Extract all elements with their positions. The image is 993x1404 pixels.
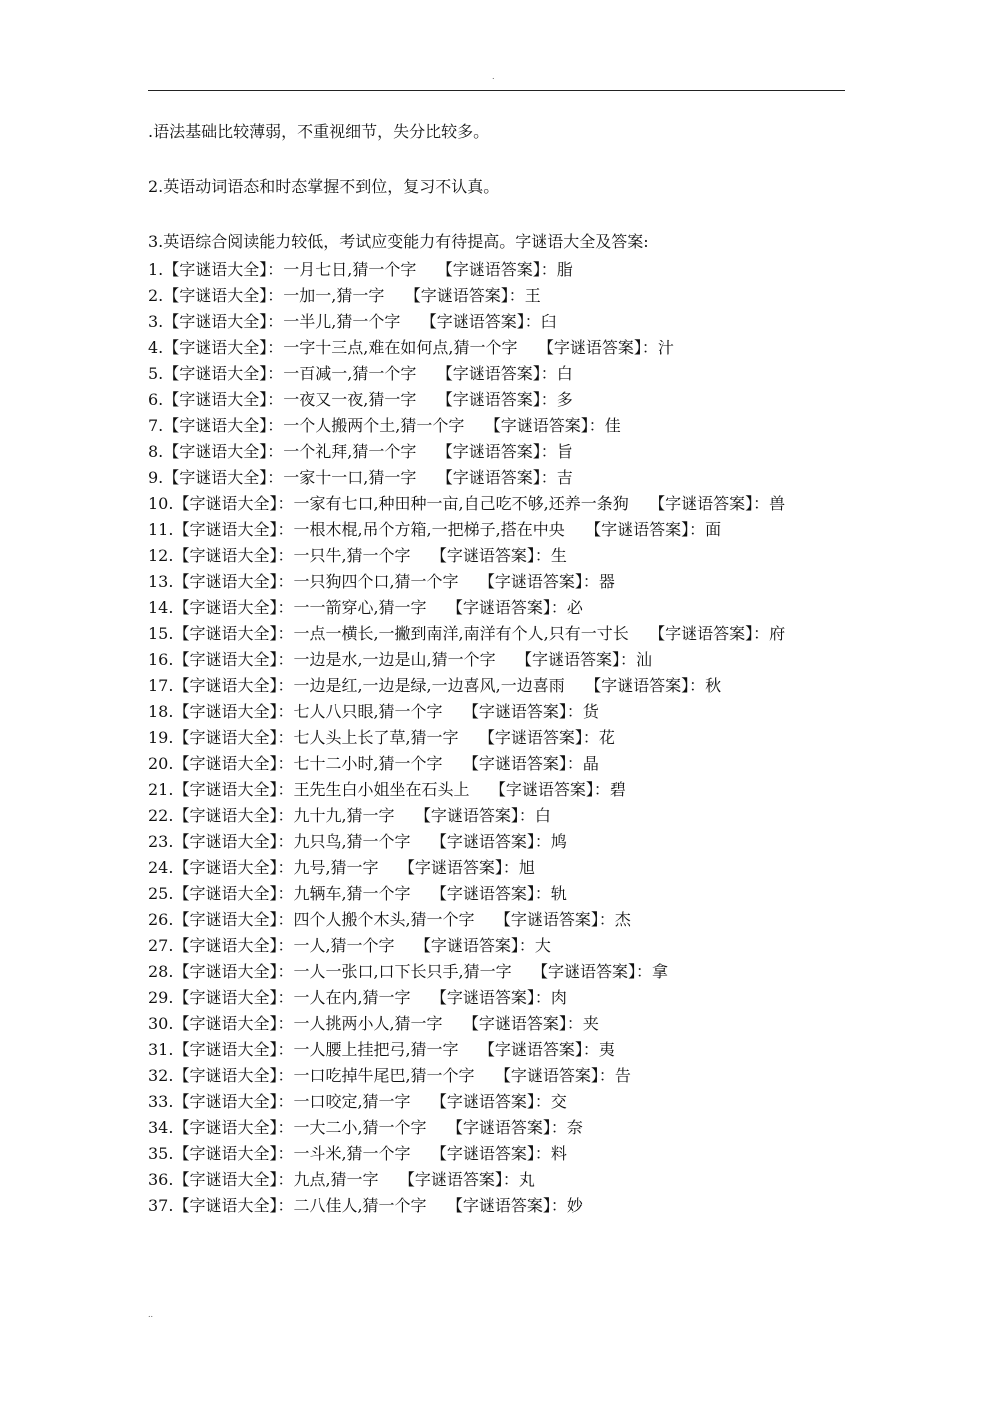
question-label: 【字谜语大全】：: [173, 1092, 294, 1111]
riddle-answer: 臼: [540, 312, 557, 331]
riddle-answer: 王: [524, 286, 541, 305]
list-item: [148, 725, 845, 751]
answer-label: 【字谜语答案】：: [478, 572, 599, 591]
spacer: [395, 936, 415, 955]
question-label: 【字谜语大全】：: [173, 780, 294, 799]
riddle-number: 16.: [148, 650, 174, 669]
answer-label: 【字谜语答案】：: [430, 832, 551, 851]
list-item: [148, 569, 845, 595]
list-item: [148, 361, 845, 387]
riddle-question: 一根木棍,吊个方箱,一把梯子,搭在中央: [293, 520, 565, 539]
question-label: 【字谜语大全】：: [173, 702, 294, 721]
spacer: [411, 1092, 431, 1111]
answer-label: 【字谜语答案】：: [489, 780, 610, 799]
list-item: [148, 673, 845, 699]
riddle-answer: 面: [705, 520, 722, 539]
list-item: [148, 465, 845, 491]
list-item: [148, 1167, 845, 1193]
riddle-number: 19.: [148, 728, 174, 747]
spacer: [411, 546, 431, 565]
riddle-number: 2.: [148, 286, 164, 305]
question-label: 【字谜语大全】：: [173, 1170, 294, 1189]
spacer: [379, 1170, 399, 1189]
riddle-answer: 花: [598, 728, 615, 747]
riddle-question: 一人腰上挂把弓,猜一字: [293, 1040, 459, 1059]
riddle-number: 12.: [148, 546, 174, 565]
list-item: [148, 933, 845, 959]
riddle-answer: 杰: [614, 910, 631, 929]
question-label: 【字谜语大全】：: [173, 728, 294, 747]
riddle-answer: 轨: [550, 884, 567, 903]
riddle-number: 23.: [148, 832, 174, 851]
spacer: [565, 676, 585, 695]
answer-label: 【字谜语答案】：: [585, 676, 706, 695]
question-label: 【字谜语大全】：: [173, 494, 294, 513]
footer-mark: ..: [148, 1310, 154, 1319]
riddle-question: 一个人搬两个土,猜一个字: [283, 416, 465, 435]
riddle-question: 七人八只眼,猜一个字: [293, 702, 443, 721]
question-label: 【字谜语大全】：: [173, 910, 294, 929]
answer-label: 【字谜语答案】：: [446, 1118, 567, 1137]
riddle-number: 30.: [148, 1014, 174, 1033]
answer-label: 【字谜语答案】：: [398, 1170, 519, 1189]
riddle-number: 37.: [148, 1196, 174, 1215]
riddle-question: 一半儿,猜一个字: [283, 312, 401, 331]
riddle-number: 3.: [148, 312, 164, 331]
question-label: 【字谜语大全】：: [163, 390, 284, 409]
riddle-number: 10.: [148, 494, 174, 513]
riddle-number: 20.: [148, 754, 174, 773]
riddle-question: 一一箭穿心,猜一字: [293, 598, 427, 617]
answer-label: 【字谜语答案】：: [516, 650, 637, 669]
riddle-answer: 货: [582, 702, 599, 721]
question-label: 【字谜语大全】：: [173, 754, 294, 773]
riddle-list: [148, 257, 845, 1219]
spacer: [517, 338, 537, 357]
question-label: 【字谜语大全】：: [173, 546, 294, 565]
spacer: [629, 624, 649, 643]
answer-label: 【字谜语答案】：: [446, 1196, 567, 1215]
riddle-question: 一人,猜一个字: [293, 936, 395, 955]
riddle-question: 一家十一口,猜一字: [283, 468, 417, 487]
question-label: 【字谜语大全】：: [173, 806, 294, 825]
riddle-answer: 府: [769, 624, 786, 643]
riddle-answer: 交: [550, 1092, 567, 1111]
answer-label: 【字谜语答案】：: [478, 728, 599, 747]
spacer: [411, 1144, 431, 1163]
riddle-number: 17.: [148, 676, 174, 695]
intro-line-3: 3.英语综合阅读能力较低，考试应变能力有待提高。字谜语大全及答案:: [148, 232, 649, 251]
list-item: [148, 387, 845, 413]
answer-label: 【字谜语答案】：: [649, 624, 770, 643]
answer-label: 【字谜语答案】：: [436, 468, 557, 487]
answer-label: 【字谜语答案】：: [436, 260, 557, 279]
riddle-answer: 脂: [556, 260, 573, 279]
spacer: [443, 1014, 463, 1033]
riddle-question: 一斗米,猜一个字: [293, 1144, 411, 1163]
answer-label: 【字谜语答案】：: [430, 1092, 551, 1111]
list-item: [148, 985, 845, 1011]
riddle-answer: 兽: [769, 494, 786, 513]
list-item: [148, 855, 845, 881]
spacer: [512, 962, 532, 981]
riddle-question: 一边是红,一边是绿,一边喜风,一边喜雨: [293, 676, 565, 695]
list-item: [148, 829, 845, 855]
answer-label: 【字谜语答案】：: [478, 1040, 599, 1059]
list-item: [148, 907, 845, 933]
spacer: [459, 572, 479, 591]
riddle-question: 一口吃掉牛尾巴,猜一个字: [293, 1066, 475, 1085]
spacer: [459, 728, 479, 747]
spacer: [411, 988, 431, 1007]
answer-label: 【字谜语答案】：: [414, 806, 535, 825]
spacer: [496, 650, 516, 669]
question-label: 【字谜语大全】：: [163, 338, 284, 357]
riddle-answer: 料: [550, 1144, 567, 1163]
riddle-question: 七十二小时,猜一个字: [293, 754, 443, 773]
riddle-number: 28.: [148, 962, 174, 981]
list-item: [148, 699, 845, 725]
list-item: [148, 1063, 845, 1089]
riddle-question: 一字十三点,难在如何点,猜一个字: [283, 338, 518, 357]
answer-label: 【字谜语答案】：: [494, 910, 615, 929]
spacer: [427, 598, 447, 617]
riddle-question: 一人挑两小人,猜一字: [293, 1014, 443, 1033]
riddle-number: 29.: [148, 988, 174, 1007]
riddle-answer: 旭: [518, 858, 535, 877]
question-label: 【字谜语大全】：: [173, 858, 294, 877]
spacer: [416, 390, 436, 409]
spacer: [416, 468, 436, 487]
list-item: [148, 1011, 845, 1037]
riddle-number: 24.: [148, 858, 174, 877]
list-item: [148, 1037, 845, 1063]
spacer: [395, 806, 415, 825]
riddle-answer: 白: [556, 364, 573, 383]
riddle-answer: 拿: [652, 962, 669, 981]
answer-label: 【字谜语答案】：: [446, 598, 567, 617]
answer-label: 【字谜语答案】：: [462, 702, 583, 721]
riddle-question: 一口咬定,猜一字: [293, 1092, 411, 1111]
riddle-number: 14.: [148, 598, 174, 617]
question-label: 【字谜语大全】：: [173, 520, 294, 539]
riddle-number: 21.: [148, 780, 174, 799]
spacer: [384, 286, 404, 305]
spacer: [565, 520, 585, 539]
riddle-answer: 白: [534, 806, 551, 825]
question-label: 【字谜语大全】：: [173, 1040, 294, 1059]
riddle-answer: 告: [614, 1066, 631, 1085]
riddle-answer: 旨: [556, 442, 573, 461]
list-item: [148, 647, 845, 673]
spacer: [469, 780, 489, 799]
list-item: [148, 803, 845, 829]
riddle-number: 13.: [148, 572, 174, 591]
riddle-answer: 秋: [705, 676, 722, 695]
question-label: 【字谜语大全】：: [163, 364, 284, 383]
riddle-question: 一夜又一夜,猜一字: [283, 390, 417, 409]
header-rule: [148, 90, 845, 91]
answer-label: 【字谜语答案】：: [494, 1066, 615, 1085]
riddle-answer: 佳: [604, 416, 621, 435]
question-label: 【字谜语大全】：: [173, 962, 294, 981]
riddle-answer: 吉: [556, 468, 573, 487]
list-item: [148, 439, 845, 465]
answer-label: 【字谜语答案】：: [414, 936, 535, 955]
list-item: [148, 309, 845, 335]
riddle-answer: 丸: [518, 1170, 535, 1189]
spacer: [459, 1040, 479, 1059]
intro-line-1: .语法基础比较薄弱，不重视细节，失分比较多。: [148, 122, 490, 141]
riddle-question: 二八佳人,猜一个字: [293, 1196, 427, 1215]
spacer: [475, 1066, 495, 1085]
answer-label: 【字谜语答案】：: [436, 390, 557, 409]
list-item: [148, 1089, 845, 1115]
list-item: [148, 543, 845, 569]
list-item: [148, 1141, 845, 1167]
list-item: [148, 881, 845, 907]
spacer: [629, 494, 649, 513]
riddle-answer: 肉: [550, 988, 567, 1007]
riddle-number: 26.: [148, 910, 174, 929]
question-label: 【字谜语大全】：: [173, 936, 294, 955]
riddle-answer: 生: [550, 546, 567, 565]
spacer: [379, 858, 399, 877]
answer-label: 【字谜语答案】：: [436, 442, 557, 461]
riddle-number: 7.: [148, 416, 164, 435]
answer-label: 【字谜语答案】：: [420, 312, 541, 331]
riddle-number: 34.: [148, 1118, 174, 1137]
answer-label: 【字谜语答案】：: [484, 416, 605, 435]
spacer: [416, 442, 436, 461]
spacer: [464, 416, 484, 435]
answer-label: 【字谜语答案】：: [436, 364, 557, 383]
riddle-answer: 汕: [636, 650, 653, 669]
riddle-answer: 奈: [566, 1118, 583, 1137]
question-label: 【字谜语大全】：: [173, 1196, 294, 1215]
spacer: [427, 1118, 447, 1137]
riddle-number: 27.: [148, 936, 174, 955]
riddle-number: 6.: [148, 390, 164, 409]
riddle-question: 四个人搬个木头,猜一个字: [293, 910, 475, 929]
answer-label: 【字谜语答案】：: [430, 1144, 551, 1163]
riddle-number: 36.: [148, 1170, 174, 1189]
question-label: 【字谜语大全】：: [173, 624, 294, 643]
spacer: [400, 312, 420, 331]
list-item: [148, 413, 845, 439]
riddle-question: 一点一横长,一撇到南洋,南洋有个人,只有一寸长: [293, 624, 629, 643]
question-label: 【字谜语大全】：: [173, 1014, 294, 1033]
header-mark: .: [492, 72, 495, 81]
list-item: [148, 335, 845, 361]
question-label: 【字谜语大全】：: [173, 988, 294, 1007]
riddle-answer: 汁: [657, 338, 674, 357]
question-label: 【字谜语大全】：: [173, 832, 294, 851]
riddle-number: 25.: [148, 884, 174, 903]
list-item: [148, 777, 845, 803]
riddle-question: 九只鸟,猜一个字: [293, 832, 411, 851]
riddle-answer: 鸠: [550, 832, 567, 851]
riddle-number: 1.: [148, 260, 164, 279]
riddle-question: 一百减一,猜一个字: [283, 364, 417, 383]
riddle-number: 9.: [148, 468, 164, 487]
question-label: 【字谜语大全】：: [173, 884, 294, 903]
list-item: [148, 959, 845, 985]
list-item: [148, 283, 845, 309]
list-item: [148, 491, 845, 517]
riddle-question: 九点,猜一字: [293, 1170, 379, 1189]
list-item: [148, 621, 845, 647]
riddle-answer: 多: [556, 390, 573, 409]
riddle-question: 一只牛,猜一个字: [293, 546, 411, 565]
answer-label: 【字谜语答案】：: [430, 884, 551, 903]
riddle-question: 七人头上长了草,猜一字: [293, 728, 459, 747]
riddle-answer: 夷: [598, 1040, 615, 1059]
answer-label: 【字谜语答案】：: [404, 286, 525, 305]
riddle-number: 32.: [148, 1066, 174, 1085]
riddle-number: 18.: [148, 702, 174, 721]
list-item: [148, 257, 845, 283]
answer-label: 【字谜语答案】：: [537, 338, 658, 357]
question-label: 【字谜语大全】：: [173, 1066, 294, 1085]
riddle-question: 一边是水,一边是山,猜一个字: [293, 650, 496, 669]
riddle-answer: 晶: [582, 754, 599, 773]
riddle-number: 5.: [148, 364, 164, 383]
question-label: 【字谜语大全】：: [173, 572, 294, 591]
question-label: 【字谜语大全】：: [163, 468, 284, 487]
riddle-number: 4.: [148, 338, 164, 357]
answer-label: 【字谜语答案】：: [462, 1014, 583, 1033]
riddle-question: 一月七日,猜一个字: [283, 260, 417, 279]
question-label: 【字谜语大全】：: [173, 1144, 294, 1163]
spacer: [443, 754, 463, 773]
riddle-answer: 器: [598, 572, 615, 591]
intro-line-2: 2.英语动词语态和时态掌握不到位，复习不认真。: [148, 177, 500, 196]
question-label: 【字谜语大全】：: [163, 260, 284, 279]
riddle-number: 8.: [148, 442, 164, 461]
riddle-question: 一只狗四个口,猜一个字: [293, 572, 459, 591]
spacer: [443, 702, 463, 721]
riddle-question: 一家有七口,种田种一亩,自己吃不够,还养一条狗: [293, 494, 629, 513]
spacer: [475, 910, 495, 929]
riddle-answer: 大: [534, 936, 551, 955]
riddle-question: 一加一,猜一字: [283, 286, 385, 305]
riddle-question: 九辆车,猜一个字: [293, 884, 411, 903]
riddle-question: 一大二小,猜一个字: [293, 1118, 427, 1137]
answer-label: 【字谜语答案】：: [649, 494, 770, 513]
riddle-question: 九十九,猜一字: [293, 806, 395, 825]
question-label: 【字谜语大全】：: [173, 1118, 294, 1137]
spacer: [416, 364, 436, 383]
riddle-question: 王先生白小姐坐在石头上: [293, 780, 470, 799]
answer-label: 【字谜语答案】：: [430, 546, 551, 565]
list-item: [148, 595, 845, 621]
spacer: [411, 832, 431, 851]
riddle-answer: 妙: [566, 1196, 583, 1215]
list-item: [148, 751, 845, 777]
answer-label: 【字谜语答案】：: [532, 962, 653, 981]
question-label: 【字谜语大全】：: [163, 312, 284, 331]
riddle-number: 11.: [148, 520, 174, 539]
list-item: [148, 1115, 845, 1141]
spacer: [411, 884, 431, 903]
question-label: 【字谜语大全】：: [163, 442, 284, 461]
riddle-number: 15.: [148, 624, 174, 643]
riddle-answer: 必: [566, 598, 583, 617]
list-item: [148, 1193, 845, 1219]
riddle-number: 31.: [148, 1040, 174, 1059]
riddle-answer: 夹: [582, 1014, 599, 1033]
riddle-number: 35.: [148, 1144, 174, 1163]
question-label: 【字谜语大全】：: [163, 416, 284, 435]
answer-label: 【字谜语答案】：: [430, 988, 551, 1007]
answer-label: 【字谜语答案】：: [462, 754, 583, 773]
spacer: [427, 1196, 447, 1215]
question-label: 【字谜语大全】：: [173, 650, 294, 669]
list-item: [148, 517, 845, 543]
spacer: [416, 260, 436, 279]
riddle-question: 一人一张口,口下长只手,猜一字: [293, 962, 512, 981]
riddle-question: 一人在内,猜一字: [293, 988, 411, 1007]
answer-label: 【字谜语答案】：: [585, 520, 706, 539]
riddle-number: 22.: [148, 806, 174, 825]
answer-label: 【字谜语答案】：: [398, 858, 519, 877]
question-label: 【字谜语大全】：: [173, 676, 294, 695]
riddle-answer: 碧: [609, 780, 626, 799]
riddle-number: 33.: [148, 1092, 174, 1111]
riddle-question: 九号,猜一字: [293, 858, 379, 877]
question-label: 【字谜语大全】：: [173, 598, 294, 617]
question-label: 【字谜语大全】：: [163, 286, 284, 305]
riddle-question: 一个礼拜,猜一个字: [283, 442, 417, 461]
document-body: [148, 121, 845, 1219]
